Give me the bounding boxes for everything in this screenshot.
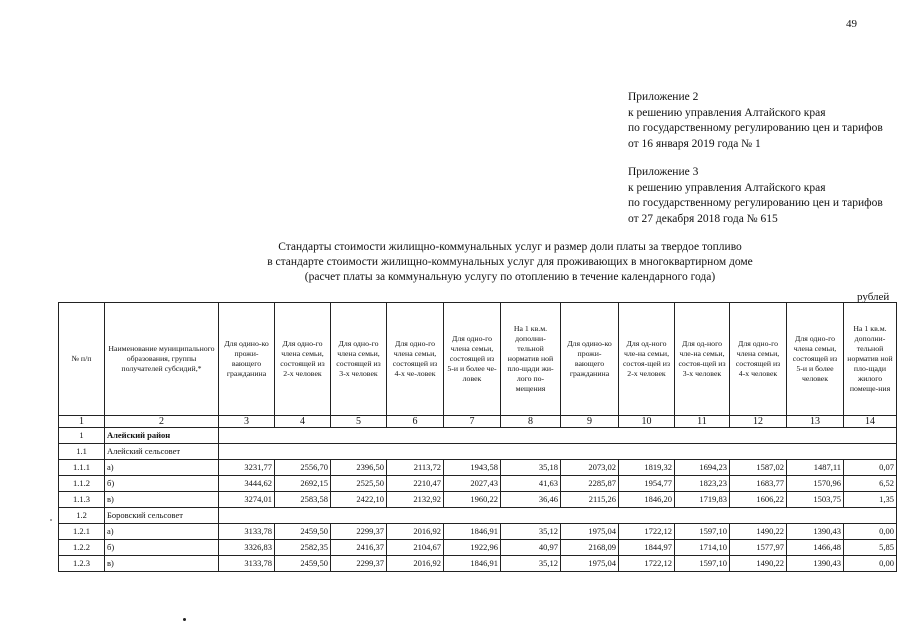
- column-header: Для одно-го члена семьи, состоящей из 4-х человек: [730, 303, 787, 416]
- column-header: Наименование муниципального образования, группы получателей субсидий,*: [105, 303, 219, 416]
- empty-cell: [219, 428, 897, 444]
- table-cell: 1490,22: [730, 524, 787, 540]
- column-header: Для одно-го члена семьи, состоящей из 4-х че-ловек: [387, 303, 444, 416]
- row-name: а): [105, 524, 219, 540]
- margin-mark: [50, 519, 52, 521]
- column-number: 9: [561, 416, 619, 428]
- table-cell: 1844,97: [619, 540, 675, 556]
- column-number: 14: [844, 416, 897, 428]
- table-cell: 2016,92: [387, 524, 444, 540]
- table-row: [59, 476, 897, 492]
- row-name: б): [105, 540, 219, 556]
- table-cell: 2583,58: [275, 492, 331, 508]
- row-code: 1.2: [59, 508, 105, 524]
- table-cell: 36,46: [501, 492, 561, 508]
- table-cell: 1587,02: [730, 460, 787, 476]
- table-cell: 2115,26: [561, 492, 619, 508]
- table-cell: 2556,70: [275, 460, 331, 476]
- appendix-3-line: Приложение 3: [628, 166, 699, 178]
- table-row: [59, 524, 897, 540]
- table-cell: 1846,20: [619, 492, 675, 508]
- row-name: Алейский район: [105, 428, 219, 444]
- column-header: Для од-ного чле-на семьи, состоя-щей из 3-х человек: [675, 303, 730, 416]
- table-cell: 3326,83: [219, 540, 275, 556]
- table-cell: 2416,37: [331, 540, 387, 556]
- appendix-2-line: от 16 января 2019 года № 1: [628, 137, 761, 150]
- table-cell: 1722,12: [619, 524, 675, 540]
- table-cell: 1683,77: [730, 476, 787, 492]
- table-cell: 3133,78: [219, 524, 275, 540]
- title-line: (расчет платы за коммунальную услугу по отоплению в течение календарного года): [304, 271, 716, 283]
- column-header: Для одино-ко прожи-вающего гражданина: [219, 303, 275, 416]
- table-cell: 1714,10: [675, 540, 730, 556]
- column-header: На 1 кв.м. дополни-тельной норматив ной пло-щади жилого помеще-ния: [844, 303, 897, 416]
- row-name: а): [105, 460, 219, 476]
- table-cell: 1722,12: [619, 556, 675, 572]
- row-code: 1.1.2: [59, 476, 105, 492]
- row-code: 1.2.1: [59, 524, 105, 540]
- column-number: 11: [675, 416, 730, 428]
- table-row: [59, 492, 897, 508]
- table-cell: 2168,09: [561, 540, 619, 556]
- table-cell: 1846,91: [444, 524, 501, 540]
- column-number: 5: [331, 416, 387, 428]
- table-cell: 5,85: [844, 540, 897, 556]
- column-header: Для одино-ко прожи-вающего гражданина: [561, 303, 619, 416]
- column-number: 7: [444, 416, 501, 428]
- table-row: [59, 540, 897, 556]
- row-code: 1.2.3: [59, 556, 105, 572]
- table-cell: 2104,67: [387, 540, 444, 556]
- table-cell: 1719,83: [675, 492, 730, 508]
- table-cell: 2016,92: [387, 556, 444, 572]
- column-header: Для одно-го члена семьи, состоящей из 5-и и более человек: [787, 303, 844, 416]
- table-cell: 3444,62: [219, 476, 275, 492]
- appendix-2-note: [628, 90, 883, 152]
- table-row: [59, 460, 897, 476]
- table-cell: 2299,37: [331, 556, 387, 572]
- table-body: [59, 416, 897, 572]
- column-number: 2: [105, 416, 219, 428]
- page-number: 49: [846, 18, 857, 30]
- appendix-3-note: [628, 165, 883, 227]
- table-cell: 2132,92: [387, 492, 444, 508]
- row-name: б): [105, 476, 219, 492]
- table-cell: 1943,58: [444, 460, 501, 476]
- table-cell: 1597,10: [675, 524, 730, 540]
- title-line: Стандарты стоимости жилищно-коммунальных услуг и размер доли платы за твердое топливо: [278, 241, 742, 253]
- table-cell: 40,97: [501, 540, 561, 556]
- table-cell: 1606,22: [730, 492, 787, 508]
- table-cell: 1597,10: [675, 556, 730, 572]
- table-cell: 1390,43: [787, 556, 844, 572]
- table-cell: 0,00: [844, 524, 897, 540]
- row-name: Алейский сельсовет: [105, 444, 219, 460]
- row-name: Боровский сельсовет: [105, 508, 219, 524]
- table-cell: 2692,15: [275, 476, 331, 492]
- table-cell: 1,35: [844, 492, 897, 508]
- table-cell: 1975,04: [561, 556, 619, 572]
- column-header: Для одно-го члена семьи, состоящей из 2-х человек: [275, 303, 331, 416]
- column-header: Для одно-го члена семьи, состоящей из 5-и и более че-ловек: [444, 303, 501, 416]
- appendix-2-line: Приложение 2: [628, 91, 699, 103]
- units-label: рублей: [857, 291, 890, 303]
- table-cell: 2210,47: [387, 476, 444, 492]
- table-cell: 2113,72: [387, 460, 444, 476]
- table-cell: 35,12: [501, 556, 561, 572]
- table-cell: 0,07: [844, 460, 897, 476]
- appendix-2-line: по государственному регулированию цен и тарифов: [628, 122, 883, 134]
- column-number: 10: [619, 416, 675, 428]
- column-number: 12: [730, 416, 787, 428]
- table-cell: 1490,22: [730, 556, 787, 572]
- column-number: 6: [387, 416, 444, 428]
- table-cell: 2582,35: [275, 540, 331, 556]
- empty-cell: [219, 444, 897, 460]
- table-cell: 1846,91: [444, 556, 501, 572]
- table-cell: 1487,11: [787, 460, 844, 476]
- table-cell: 1960,22: [444, 492, 501, 508]
- row-code: 1.1.3: [59, 492, 105, 508]
- table-cell: 1819,32: [619, 460, 675, 476]
- row-code: 1.2.2: [59, 540, 105, 556]
- table-cell: 41,63: [501, 476, 561, 492]
- table-cell: 1823,23: [675, 476, 730, 492]
- table-group-row: [59, 444, 897, 460]
- row-code: 1: [59, 428, 105, 444]
- table-cell: 1570,96: [787, 476, 844, 492]
- table-cell: 2073,02: [561, 460, 619, 476]
- column-number: 3: [219, 416, 275, 428]
- margin-mark: [183, 618, 186, 621]
- column-number: 4: [275, 416, 331, 428]
- table-cell: 2422,10: [331, 492, 387, 508]
- appendix-3-line: по государственному регулированию цен и тарифов: [628, 197, 883, 209]
- table-group-row: [59, 508, 897, 524]
- table-cell: 3133,78: [219, 556, 275, 572]
- empty-cell: [219, 508, 897, 524]
- table-cell: 1390,43: [787, 524, 844, 540]
- table-cell: 2299,37: [331, 524, 387, 540]
- table-cell: 3231,77: [219, 460, 275, 476]
- table-cell: 1954,77: [619, 476, 675, 492]
- table-cell: 1922,96: [444, 540, 501, 556]
- table-cell: 1975,04: [561, 524, 619, 540]
- document-title: [200, 240, 820, 285]
- table-header-row: [59, 303, 897, 416]
- column-header: № п/п: [59, 303, 105, 416]
- table-cell: 35,12: [501, 524, 561, 540]
- table-cell: 2027,43: [444, 476, 501, 492]
- table-cell: 2525,50: [331, 476, 387, 492]
- column-header: На 1 кв.м. дополни-тельной норматив ной пло-щади жи-лого по-мещения: [501, 303, 561, 416]
- column-number-row: [59, 416, 897, 428]
- table-cell: 2396,50: [331, 460, 387, 476]
- row-name: в): [105, 556, 219, 572]
- table-cell: 2459,50: [275, 524, 331, 540]
- table-group-row: [59, 428, 897, 444]
- column-number: 1: [59, 416, 105, 428]
- table-cell: 1503,75: [787, 492, 844, 508]
- table-cell: 1694,23: [675, 460, 730, 476]
- table-row: [59, 556, 897, 572]
- title-line: в стандарте стоимости жилищно-коммунальных услуг для проживающих в многоквартирном доме: [267, 256, 753, 268]
- column-number: 13: [787, 416, 844, 428]
- table-cell: 1577,97: [730, 540, 787, 556]
- table-cell: 3274,01: [219, 492, 275, 508]
- standards-table: [58, 302, 897, 572]
- appendix-2-line: к решению управления Алтайского края: [628, 106, 826, 119]
- row-code: 1.1: [59, 444, 105, 460]
- table-cell: 2285,87: [561, 476, 619, 492]
- table-cell: 6,52: [844, 476, 897, 492]
- table-cell: 0,00: [844, 556, 897, 572]
- row-name: в): [105, 492, 219, 508]
- column-number: 8: [501, 416, 561, 428]
- table-cell: 35,18: [501, 460, 561, 476]
- appendix-3-line: от 27 декабря 2018 года № 615: [628, 212, 778, 225]
- row-code: 1.1.1: [59, 460, 105, 476]
- table-cell: 2459,50: [275, 556, 331, 572]
- table-cell: 1466,48: [787, 540, 844, 556]
- column-header: Для одно-го члена семьи, состоящей из 3-х человек: [331, 303, 387, 416]
- appendix-3-line: к решению управления Алтайского края: [628, 181, 826, 194]
- column-header: Для од-ного чле-на семьи, состоя-щей из 2-х человек: [619, 303, 675, 416]
